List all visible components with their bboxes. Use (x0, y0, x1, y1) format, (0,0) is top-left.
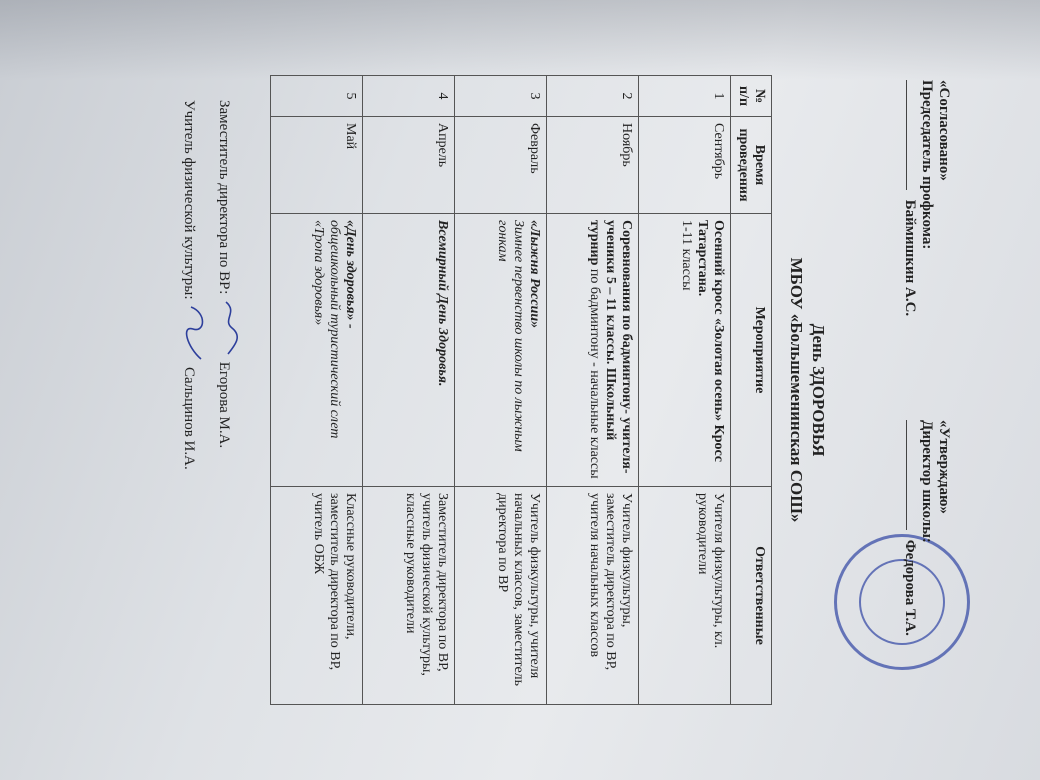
row-event (547, 214, 639, 487)
col-event: Мероприятие (731, 214, 772, 487)
agreed-label: «Согласовано» (936, 80, 952, 181)
row-time: Май (271, 117, 363, 214)
table-header-row (731, 76, 772, 705)
pe-teacher-label: Учитель физической культуры: (181, 100, 197, 300)
row-number: 2 (547, 76, 639, 117)
col-responsible: Ответственные (731, 487, 772, 705)
approval-right (901, 420, 952, 700)
row-event (639, 214, 731, 487)
title-line-2: МБОУ «Большеменинская СОШ» (787, 257, 806, 523)
pe-teacher-signature-line (180, 100, 207, 740)
events-table (270, 75, 772, 705)
event-title: Всемирный День Здоровья. (435, 220, 450, 387)
document-header (820, 40, 970, 740)
union-role: Председатель профкома: (919, 80, 935, 250)
event-detail: Зимнее первенство школы по лыжным гонкам (495, 220, 526, 452)
approved-label: «Утверждаю» (936, 420, 952, 514)
row-time: Ноябрь (547, 117, 639, 214)
event-detail: по бадминтону - начальные классы (587, 268, 602, 479)
director-signature-line (901, 420, 918, 700)
table-row (271, 76, 363, 705)
table-row (455, 76, 547, 705)
row-time: Апрель (363, 117, 455, 214)
row-number: 3 (455, 76, 547, 117)
row-responsible: Заместитель директора по ВР, учитель физической культуры, классные руководители (363, 487, 455, 705)
deputy-label: Заместитель директора по ВР: (216, 100, 232, 295)
event-detail: 1-11 классы (679, 220, 694, 291)
row-event (363, 214, 455, 487)
event-title: Осенний кросс «Золотая осень» Кросс Татарстана. (695, 220, 726, 462)
row-event (455, 214, 547, 487)
deputy-name: Егорова М.А. (216, 361, 232, 449)
approval-left (901, 80, 952, 360)
row-responsible: Учитель физкультуры, заместитель директора по ВР, учителя начальных классов (547, 487, 639, 705)
pe-teacher-name: Сальцинов И.А. (181, 367, 197, 470)
row-responsible: Учителя физкультуры, кл. руководители (639, 487, 731, 705)
signature-scribble-icon (220, 298, 240, 358)
signature-line (906, 80, 907, 190)
director-name: Федорова Т.А. (902, 539, 918, 636)
row-responsible: Учитель физкультуры, учителя начальных классов, заместитель директора по ВР (455, 487, 547, 705)
event-title: «День здоровья» - (343, 220, 358, 329)
table-row (363, 76, 455, 705)
event-title: Соревнования по бадминтону- учителя-ученики 5 – 11 классы. Школьный турнир (587, 220, 634, 474)
signatures-block (180, 100, 240, 740)
title-line-1: День ЗДОРОВЬЯ (809, 323, 828, 457)
signature-scribble-icon (185, 303, 207, 363)
table-row (547, 76, 639, 705)
union-signature-line (901, 80, 918, 360)
col-time: Время проведения (731, 117, 772, 214)
row-number: 1 (639, 76, 731, 117)
director-role: Директор школы: (919, 420, 935, 543)
signature-line (906, 420, 907, 530)
row-number: 5 (271, 76, 363, 117)
event-detail: общешкольный туристический слет «Тропа здоровья» (311, 220, 342, 439)
table-row (639, 76, 731, 705)
event-title: «Лыжня России» (527, 220, 542, 329)
col-number: № п/п (731, 76, 772, 117)
document-page (0, 40, 970, 740)
deputy-signature-line (215, 100, 240, 740)
row-time: Сентябрь (639, 117, 731, 214)
row-event (271, 214, 363, 487)
row-number: 4 (363, 76, 455, 117)
row-time: Февраль (455, 117, 547, 214)
union-name: Баймишкин А.С. (902, 199, 918, 317)
row-responsible: Классные руководители, заместитель директора по ВР, учитель ОБЖ (271, 487, 363, 705)
